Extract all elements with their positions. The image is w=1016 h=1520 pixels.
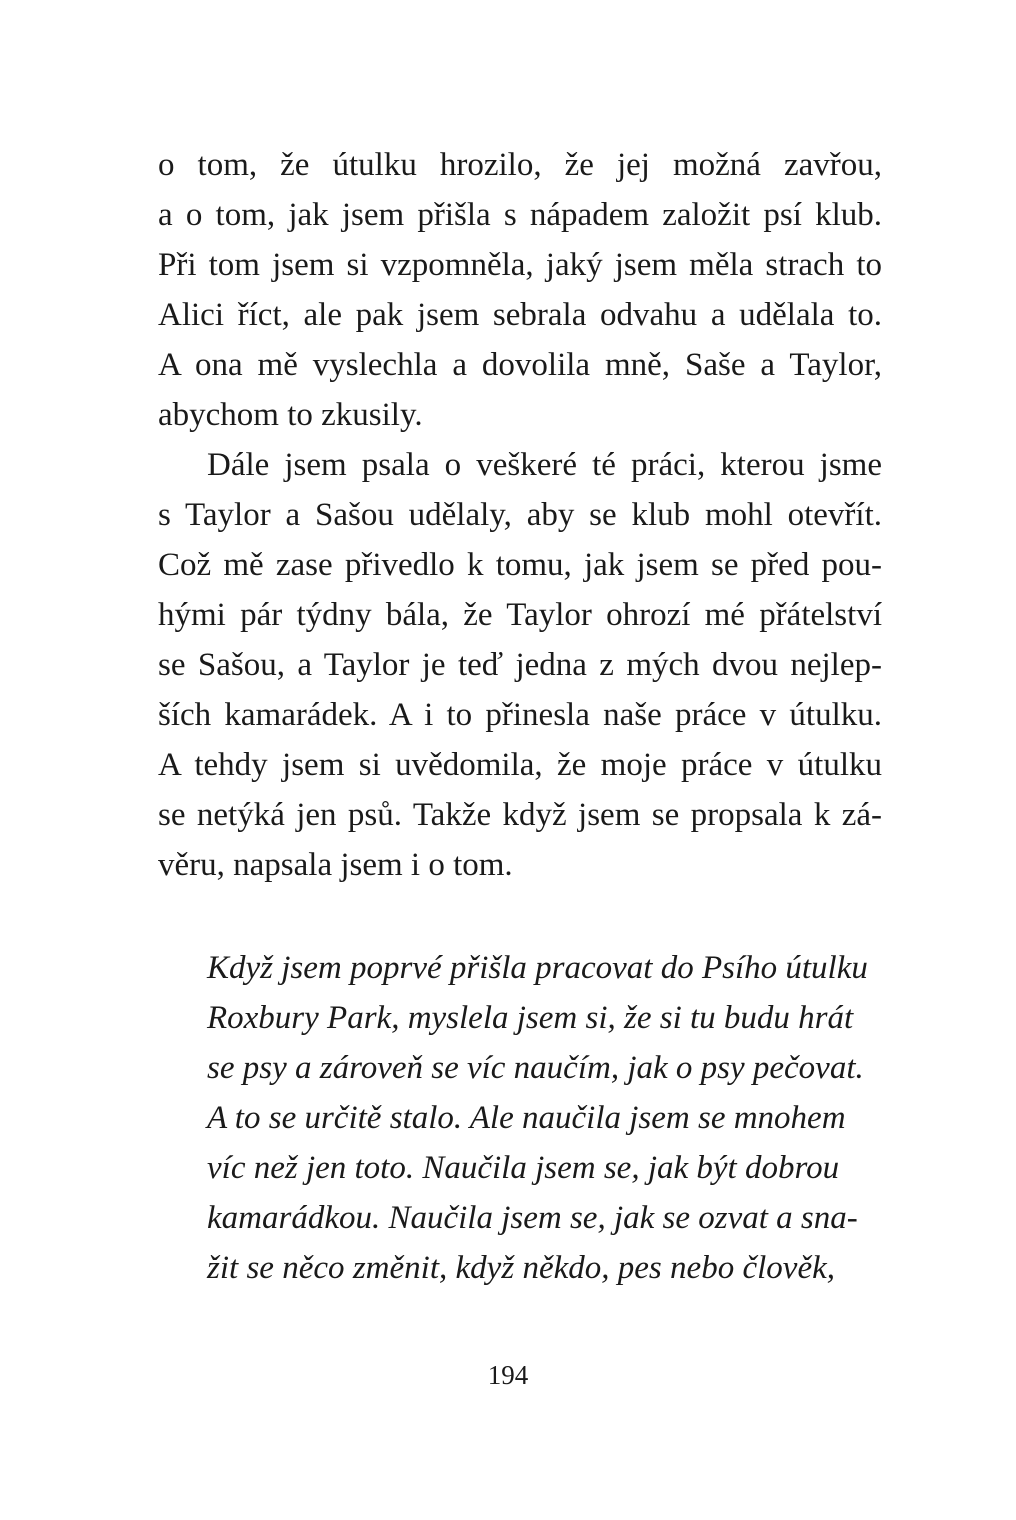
text-line: A tehdy jsem si uvědomila, že moje práce v útulku xyxy=(158,747,882,783)
quote-line: žit se něco změnit, když někdo, pes nebo člověk, xyxy=(207,1250,835,1286)
text-line: s Taylor a Sašou udělaly, aby se klub mohl otevřít. xyxy=(158,497,882,533)
text-line: o tom, že útulku hrozilo, že jej možná zavřou, xyxy=(158,147,882,183)
quote-line: A to se určitě stalo. Ale naučila jsem se mnohem xyxy=(207,1100,846,1136)
page-number: 194 xyxy=(487,1360,529,1390)
text-line: hými pár týdny bála, že Taylor ohrozí mé přátelství xyxy=(158,597,882,633)
text-line: Alici říct, ale pak jsem sebrala odvahu a udělala to. xyxy=(158,297,882,333)
text-line: Což mě zase přivedlo k tomu, jak jsem se před pou- xyxy=(158,547,882,583)
text-line: a o tom, jak jsem přišla s nápadem založit psí klub. xyxy=(158,197,882,233)
text-line: Při tom jsem si vzpomněla, jaký jsem měla strach to xyxy=(158,247,882,283)
text-line: abychom to zkusily. xyxy=(158,397,423,433)
quote-line: kamarádkou. Naučila jsem se, jak se ozvat a sna- xyxy=(207,1200,858,1236)
quote-line: se psy a zároveň se víc naučím, jak o psy pečovat. xyxy=(207,1050,864,1086)
text-line: Dále jsem psala o veškeré té práci, kterou jsme xyxy=(207,447,882,483)
text-line: ších kamarádek. A i to přinesla naše práce v útulku. xyxy=(158,697,882,733)
quote-line: víc než jen toto. Naučila jsem se, jak být dobrou xyxy=(207,1150,840,1186)
quote-line: Když jsem poprvé přišla pracovat do Psího útulku xyxy=(207,950,868,986)
text-line: se Sašou, a Taylor je teď jedna z mých dvou nejlep- xyxy=(158,647,882,683)
text-line: se netýká jen psů. Takže když jsem se propsala k zá- xyxy=(158,797,882,833)
text-line: věru, napsala jsem i o tom. xyxy=(158,847,513,883)
quote-line: Roxbury Park, myslela jsem si, že si tu budu hrát xyxy=(207,1000,854,1036)
text-line: A ona mě vyslechla a dovolila mně, Saše a Taylor, xyxy=(158,347,882,383)
